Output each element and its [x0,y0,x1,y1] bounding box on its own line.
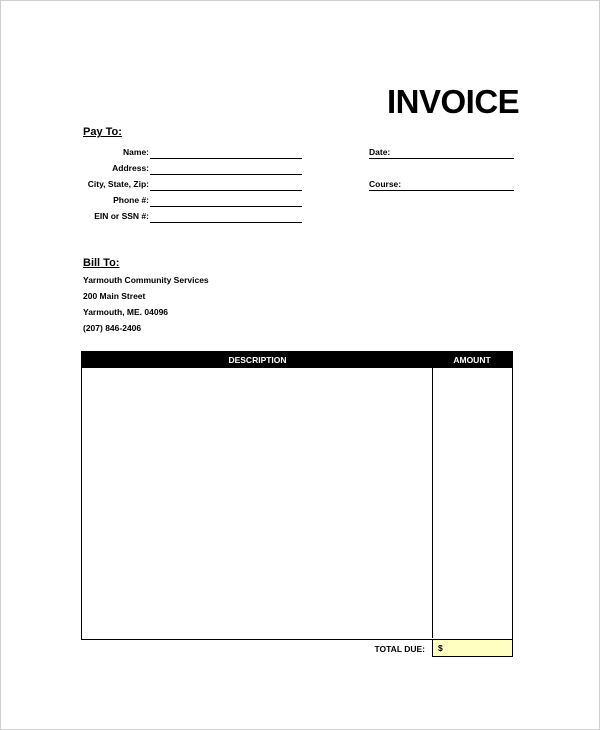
phone-label: Phone #: [113,195,149,205]
address-label: Address: [112,163,149,173]
currency-symbol: $ [438,643,443,653]
address-field-label-row [61,162,149,176]
bill-to-heading: Bill To: [83,257,120,269]
bill-to-line: 200 Main Street [83,291,146,301]
ein-ssn-label: EIN or SSN #: [94,211,149,221]
city-state-zip-label: City, State, Zip: [87,179,149,189]
description-cell[interactable] [82,368,432,638]
pay-to-heading: Pay To: [83,126,122,138]
date-label: Date: [369,147,391,157]
name-field[interactable] [150,146,302,159]
phone-field[interactable] [150,194,302,207]
ein-ssn-label-row [61,210,149,224]
address-field[interactable] [150,162,302,175]
name-label: Name: [123,147,149,157]
table-header [82,352,512,368]
name-field-label-row [61,146,149,160]
column-divider [432,368,433,638]
phone-label-row [61,194,149,208]
course-field[interactable] [369,178,514,191]
course-label: Course: [369,179,402,189]
bill-to-line: (207) 846-2406 [83,323,142,333]
city-state-zip-label-row [61,178,149,192]
amount-header: AMOUNT [453,355,491,365]
city-state-zip-field[interactable] [150,178,302,191]
line-items-table [81,351,513,640]
ein-ssn-field[interactable] [150,210,302,223]
amount-cell[interactable] [434,368,511,638]
invoice-title: INVOICE [387,83,520,120]
bill-to-line: Yarmouth Community Services [83,275,209,285]
date-field[interactable] [369,146,514,159]
total-due-field[interactable] [432,639,513,657]
total-due-label: TOTAL DUE: [374,644,425,654]
bill-to-line: Yarmouth, ME. 04096 [83,307,169,317]
description-header: DESCRIPTION [228,355,287,365]
